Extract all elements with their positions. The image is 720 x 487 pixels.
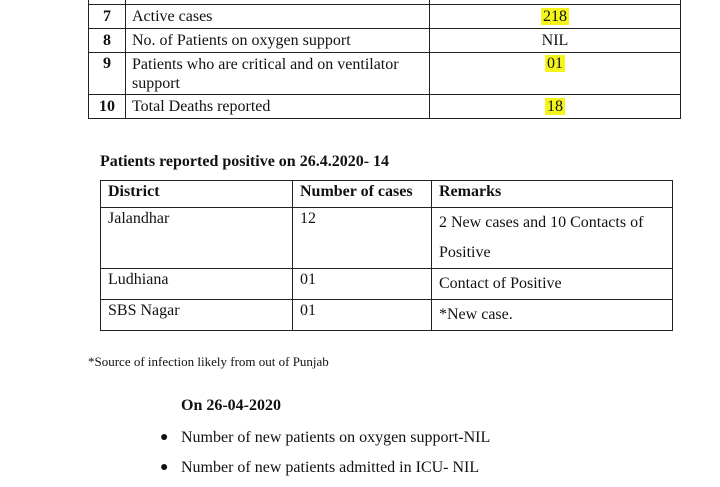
table-header-row	[101, 181, 673, 208]
district-cell: Jalandhar	[101, 208, 293, 269]
row-number: 9	[89, 53, 126, 95]
header-number-of-cases: Number of cases	[293, 181, 432, 208]
remarks-cell: *New case.	[432, 300, 673, 331]
row-label: No. of Patients on oxygen support	[126, 29, 430, 53]
table-row	[101, 269, 673, 300]
cases-cell: 12	[293, 208, 432, 269]
positive-cases-heading: Patients reported positive on 26.4.2020- 14	[100, 153, 390, 170]
summary-row-deaths	[89, 95, 681, 119]
row-label: Patients who are critical and on ventilator support	[126, 53, 430, 95]
bullet-icon: ●	[160, 460, 169, 475]
bullet-icon: ●	[160, 430, 169, 445]
summary-row-oxygen-support	[89, 29, 681, 53]
list-item-text: Number of new patients admitted in ICU- NIL	[181, 459, 480, 476]
list-item	[160, 457, 490, 487]
list-item-text: Number of new patients on oxygen support-NIL	[181, 429, 491, 446]
district-cases-table	[100, 180, 673, 331]
row-number: 10	[89, 95, 126, 119]
highlighted-value: 18	[547, 97, 563, 115]
row-number: 7	[89, 5, 126, 29]
summary-row-active-cases	[89, 5, 681, 29]
table-row	[101, 208, 673, 269]
row-label: Total Deaths reported	[126, 95, 430, 119]
cases-cell: 01	[293, 269, 432, 300]
highlighted-value: 218	[543, 7, 567, 25]
row-number: 8	[89, 29, 126, 53]
remarks-cell: Contact of Positive	[432, 269, 673, 300]
row-value: NIL	[430, 29, 681, 53]
remarks-cell: 2 New cases and 10 Contacts of Positive	[432, 208, 673, 269]
footnote: *Source of infection likely from out of Punjab	[88, 354, 329, 369]
district-cell: Ludhiana	[101, 269, 293, 300]
date-heading: On 26-04-2020	[181, 397, 281, 414]
table-row	[101, 300, 673, 331]
summary-row-ventilator	[89, 53, 681, 95]
header-district: District	[101, 181, 293, 208]
row-label: Active cases	[126, 5, 430, 29]
header-remarks: Remarks	[432, 181, 673, 208]
summary-table	[88, 0, 681, 119]
cases-cell: 01	[293, 300, 432, 331]
district-cell: SBS Nagar	[101, 300, 293, 331]
highlighted-value: 01	[547, 55, 563, 72]
list-item	[160, 427, 490, 457]
bullet-list	[160, 427, 490, 487]
